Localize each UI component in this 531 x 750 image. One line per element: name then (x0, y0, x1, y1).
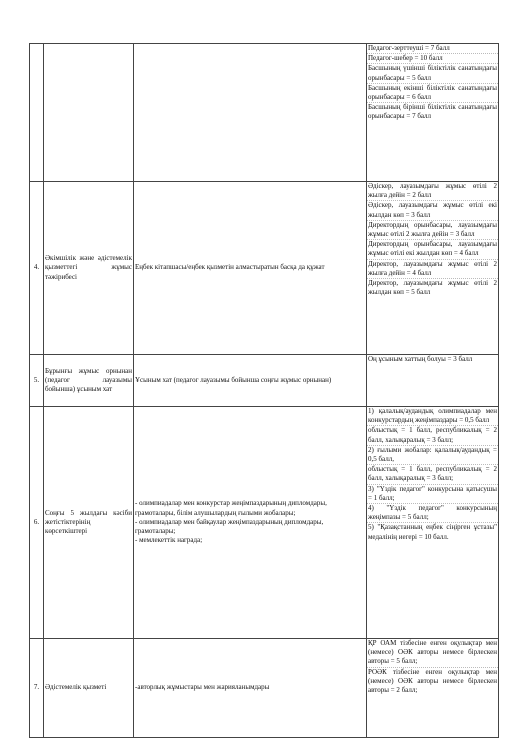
description-line: - олимпиадалар мен байқаулар жеңімпаздарының дипломдары, грамоталары; (135, 517, 324, 536)
criterion-cell: Бұрынғы жұмыс орнынан (педагог лауазымы бойынша) ұсыным хат (44, 355, 134, 407)
score-cell (367, 639, 499, 738)
description-line: Ұсыным хат (педагог лауазымы бойынша соңғы жұмыс орнынан) (135, 375, 332, 384)
score-cell (367, 355, 499, 407)
score-line: РОӘК тізбесіне енген оқулықтар мен (немесе) ОӘК авторы немесе бірлескен авторы = 2 балл; (368, 667, 497, 695)
description-line: -авторлық жұмыстары мен жарияланымдары (135, 683, 270, 692)
score-line: Басшының бірінші біліктілік санатындағы орынбасары = 7 балл (368, 103, 497, 121)
score-line: 3) "Үздік педагог" конкурсына қатысушы = 1 балл; (367, 485, 498, 504)
score-line: 5) "Қазақстанның еңбек сіңірген ұстазы" медалінің иегері = 10 балл. (368, 523, 497, 541)
score-line: Директордың орынбасары, лауазымдағы жұмыс өтілі 2 жылға дейін = 3 балл (367, 221, 498, 240)
score-line: облыстық = 1 балл, республикалық = 2 балл, халықаралық = 3 балл; (367, 426, 498, 445)
table-row (30, 407, 499, 639)
score-line: Директордың орынбасары, лауазымдағы жұмыс өтілі екі жылдан көп = 4 балл (367, 240, 498, 259)
table-row (30, 639, 499, 738)
score-line: ҚР ОАМ тізбесіне енген оқулықтар мен (немесе) ОӘК авторы немесе бірлескен авторы = 5 балл; (367, 639, 498, 668)
score-line: Басшының екінші біліктілік санатындағы орынбасары = 6 балл (367, 84, 498, 103)
score-cell (367, 407, 499, 639)
row-number: 5. (30, 355, 44, 407)
score-line: Педагог-зерттеуші = 7 балл (367, 44, 498, 54)
score-line: 1) қалалық/аудандық олимпиадалар мен конкурстардың жеңімпаздары = 0,5 балл (367, 407, 498, 426)
description-line: - мемлекеттік награда; (135, 536, 203, 545)
row-number: 4. (30, 182, 44, 355)
score-line: 4) "Үздік педагог" конкурсының жеңімпазы = 5 балл; (367, 504, 498, 523)
description-cell (134, 639, 367, 738)
criterion-cell: Соңғы 5 жылдағы кәсіби жетістіктерінің көрсеткіштері (44, 407, 134, 639)
table-row (30, 44, 499, 182)
row-number: 6. (30, 407, 44, 639)
score-cell (367, 44, 499, 182)
table-row (30, 355, 499, 407)
criterion-cell: Әдістемелік қызметі (44, 639, 134, 738)
score-line: Әдіскер, лауазымдағы жұмыс өтілі 2 жылға дейін = 2 балл (367, 182, 498, 201)
score-line: Басшының үшінші біліктілік санатындағы орынбасары = 5 балл (367, 64, 498, 83)
description-line: - олимпиадалар мен конкурстар жеңімпаздарының дипломдары, грамоталары, білім алушылардың ғылыми жобалары; (135, 499, 327, 517)
score-cell (367, 182, 499, 355)
criterion-cell (44, 44, 134, 182)
score-line: Директор, лауазымдағы жұмыс өтілі 2 жылға дейін = 4 балл (367, 260, 498, 279)
criterion-cell: Әкімшілік және әдістемелік қызметтегі жұмыс тәжірибесі (44, 182, 134, 355)
criteria-table (29, 43, 499, 738)
row-number (30, 44, 44, 182)
description-cell (134, 44, 367, 182)
score-line: Әдіскер, лауазымдағы жұмыс өтілі екі жылдан көп = 3 балл (367, 201, 498, 220)
row-number: 7. (30, 639, 44, 738)
table-row (30, 182, 499, 355)
score-line: облыстық = 1 балл, республикалық = 2 балл, халықаралық = 3 балл; (367, 465, 498, 484)
score-line: Оң ұсыным хаттың болуы = 3 балл (368, 355, 473, 363)
description-cell (134, 355, 367, 407)
description-cell (134, 182, 367, 355)
description-cell (134, 407, 367, 639)
score-line: 2) ғылыми жобалар: қалалық/аудандық = 0,5 балл, (367, 446, 498, 465)
description-line: Еңбек кітапшасы/еңбек қызметін алмастыратын басқа да құжат (135, 263, 325, 272)
score-line: Директор, лауазымдағы жұмыс өтілі 2 жылдан көп = 5 балл (368, 279, 497, 297)
score-line: Педагог-шебер = 10 балл (367, 54, 498, 64)
